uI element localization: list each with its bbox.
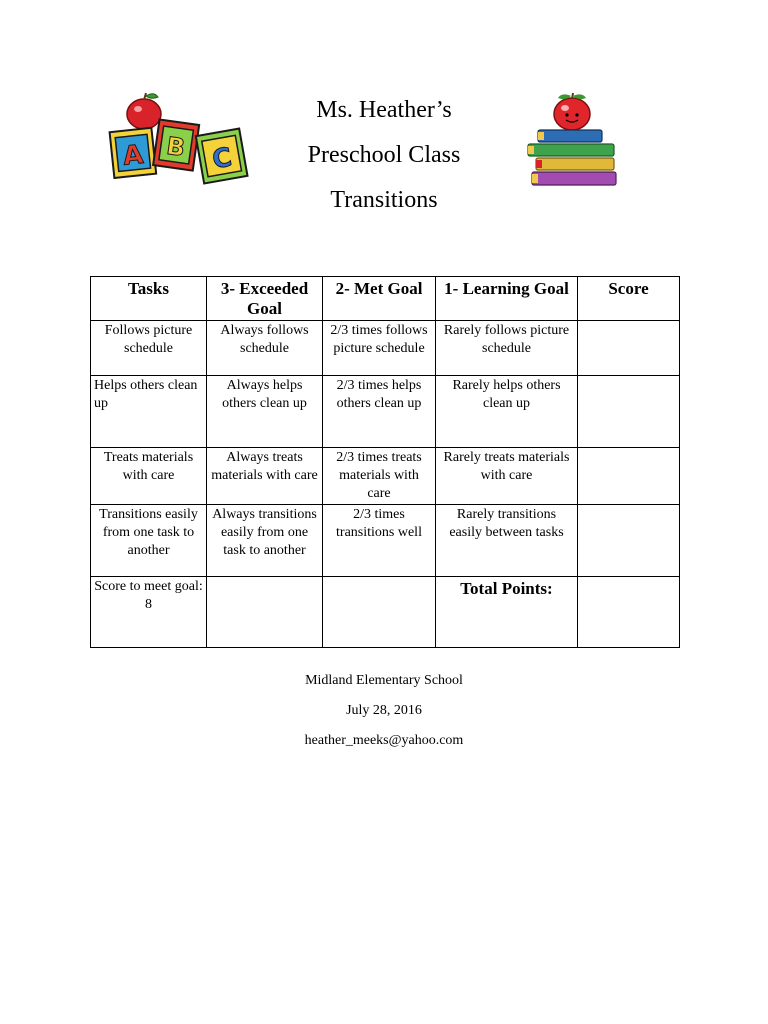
exceeded-cell: Always transitions easily from one task to another <box>207 505 323 577</box>
score-cell[interactable] <box>578 376 680 448</box>
rubric-table <box>90 276 680 648</box>
task-cell: Transitions easily from one task to another <box>91 505 207 577</box>
exceeded-cell: Always treats materials with care <box>207 448 323 505</box>
learning-cell: Rarely follows picture schedule <box>436 321 578 376</box>
document-title <box>234 88 534 223</box>
learning-cell: Rarely transitions easily between tasks <box>436 505 578 577</box>
met-cell: 2/3 times helps others clean up <box>323 376 436 448</box>
contact-email: heather_meeks@yahoo.com <box>304 733 464 748</box>
svg-text:A: A <box>121 139 145 172</box>
table-row <box>91 376 680 448</box>
table-header-row <box>91 277 680 321</box>
score-goal-cell: Score to meet goal: 8 <box>91 577 207 648</box>
empty-cell <box>207 577 323 648</box>
score-cell[interactable] <box>578 321 680 376</box>
header-learning-goal: 1- Learning Goal <box>436 277 578 321</box>
task-cell: Follows picture schedule <box>91 321 207 376</box>
score-cell[interactable] <box>578 448 680 505</box>
table-row <box>91 321 680 376</box>
total-points-value[interactable] <box>578 577 680 648</box>
title-line-3: Transitions <box>330 187 438 213</box>
learning-cell: Rarely helps others clean up <box>436 376 578 448</box>
apple-icon <box>554 93 590 130</box>
exceeded-cell: Always follows schedule <box>207 321 323 376</box>
header-score: Score <box>578 277 680 321</box>
table-summary-row <box>91 577 680 648</box>
task-cell: Treats materials with care <box>91 448 207 505</box>
table-row <box>91 505 680 577</box>
header-tasks: Tasks <box>91 277 207 321</box>
books-apple-image <box>524 92 620 192</box>
document-date: July 28, 2016 <box>346 703 422 718</box>
score-cell[interactable] <box>578 505 680 577</box>
school-name: Midland Elementary School <box>305 673 463 688</box>
svg-text:C: C <box>210 142 235 176</box>
met-cell: 2/3 times follows picture schedule <box>323 321 436 376</box>
empty-cell <box>323 577 436 648</box>
svg-text:B: B <box>164 131 187 163</box>
title-line-1: Ms. Heather’s <box>316 97 452 123</box>
table-row <box>91 448 680 505</box>
block-a <box>110 128 157 178</box>
apple-icon <box>127 93 161 129</box>
title-line-2: Preschool Class <box>307 142 461 168</box>
header-met-goal: 2- Met Goal <box>323 277 436 321</box>
header-exceeded-goal: 3- Exceeded Goal <box>207 277 323 321</box>
total-points-label: Total Points: <box>436 577 578 648</box>
block-b <box>153 119 199 170</box>
abc-blocks-image <box>104 92 254 190</box>
book-stack <box>528 130 616 185</box>
task-cell: Helps others clean up <box>91 376 207 448</box>
learning-cell: Rarely treats materials with care <box>436 448 578 505</box>
met-cell: 2/3 times transitions well <box>323 505 436 577</box>
document-footer <box>234 671 534 761</box>
met-cell: 2/3 times treats materials with care <box>323 448 436 505</box>
exceeded-cell: Always helps others clean up <box>207 376 323 448</box>
